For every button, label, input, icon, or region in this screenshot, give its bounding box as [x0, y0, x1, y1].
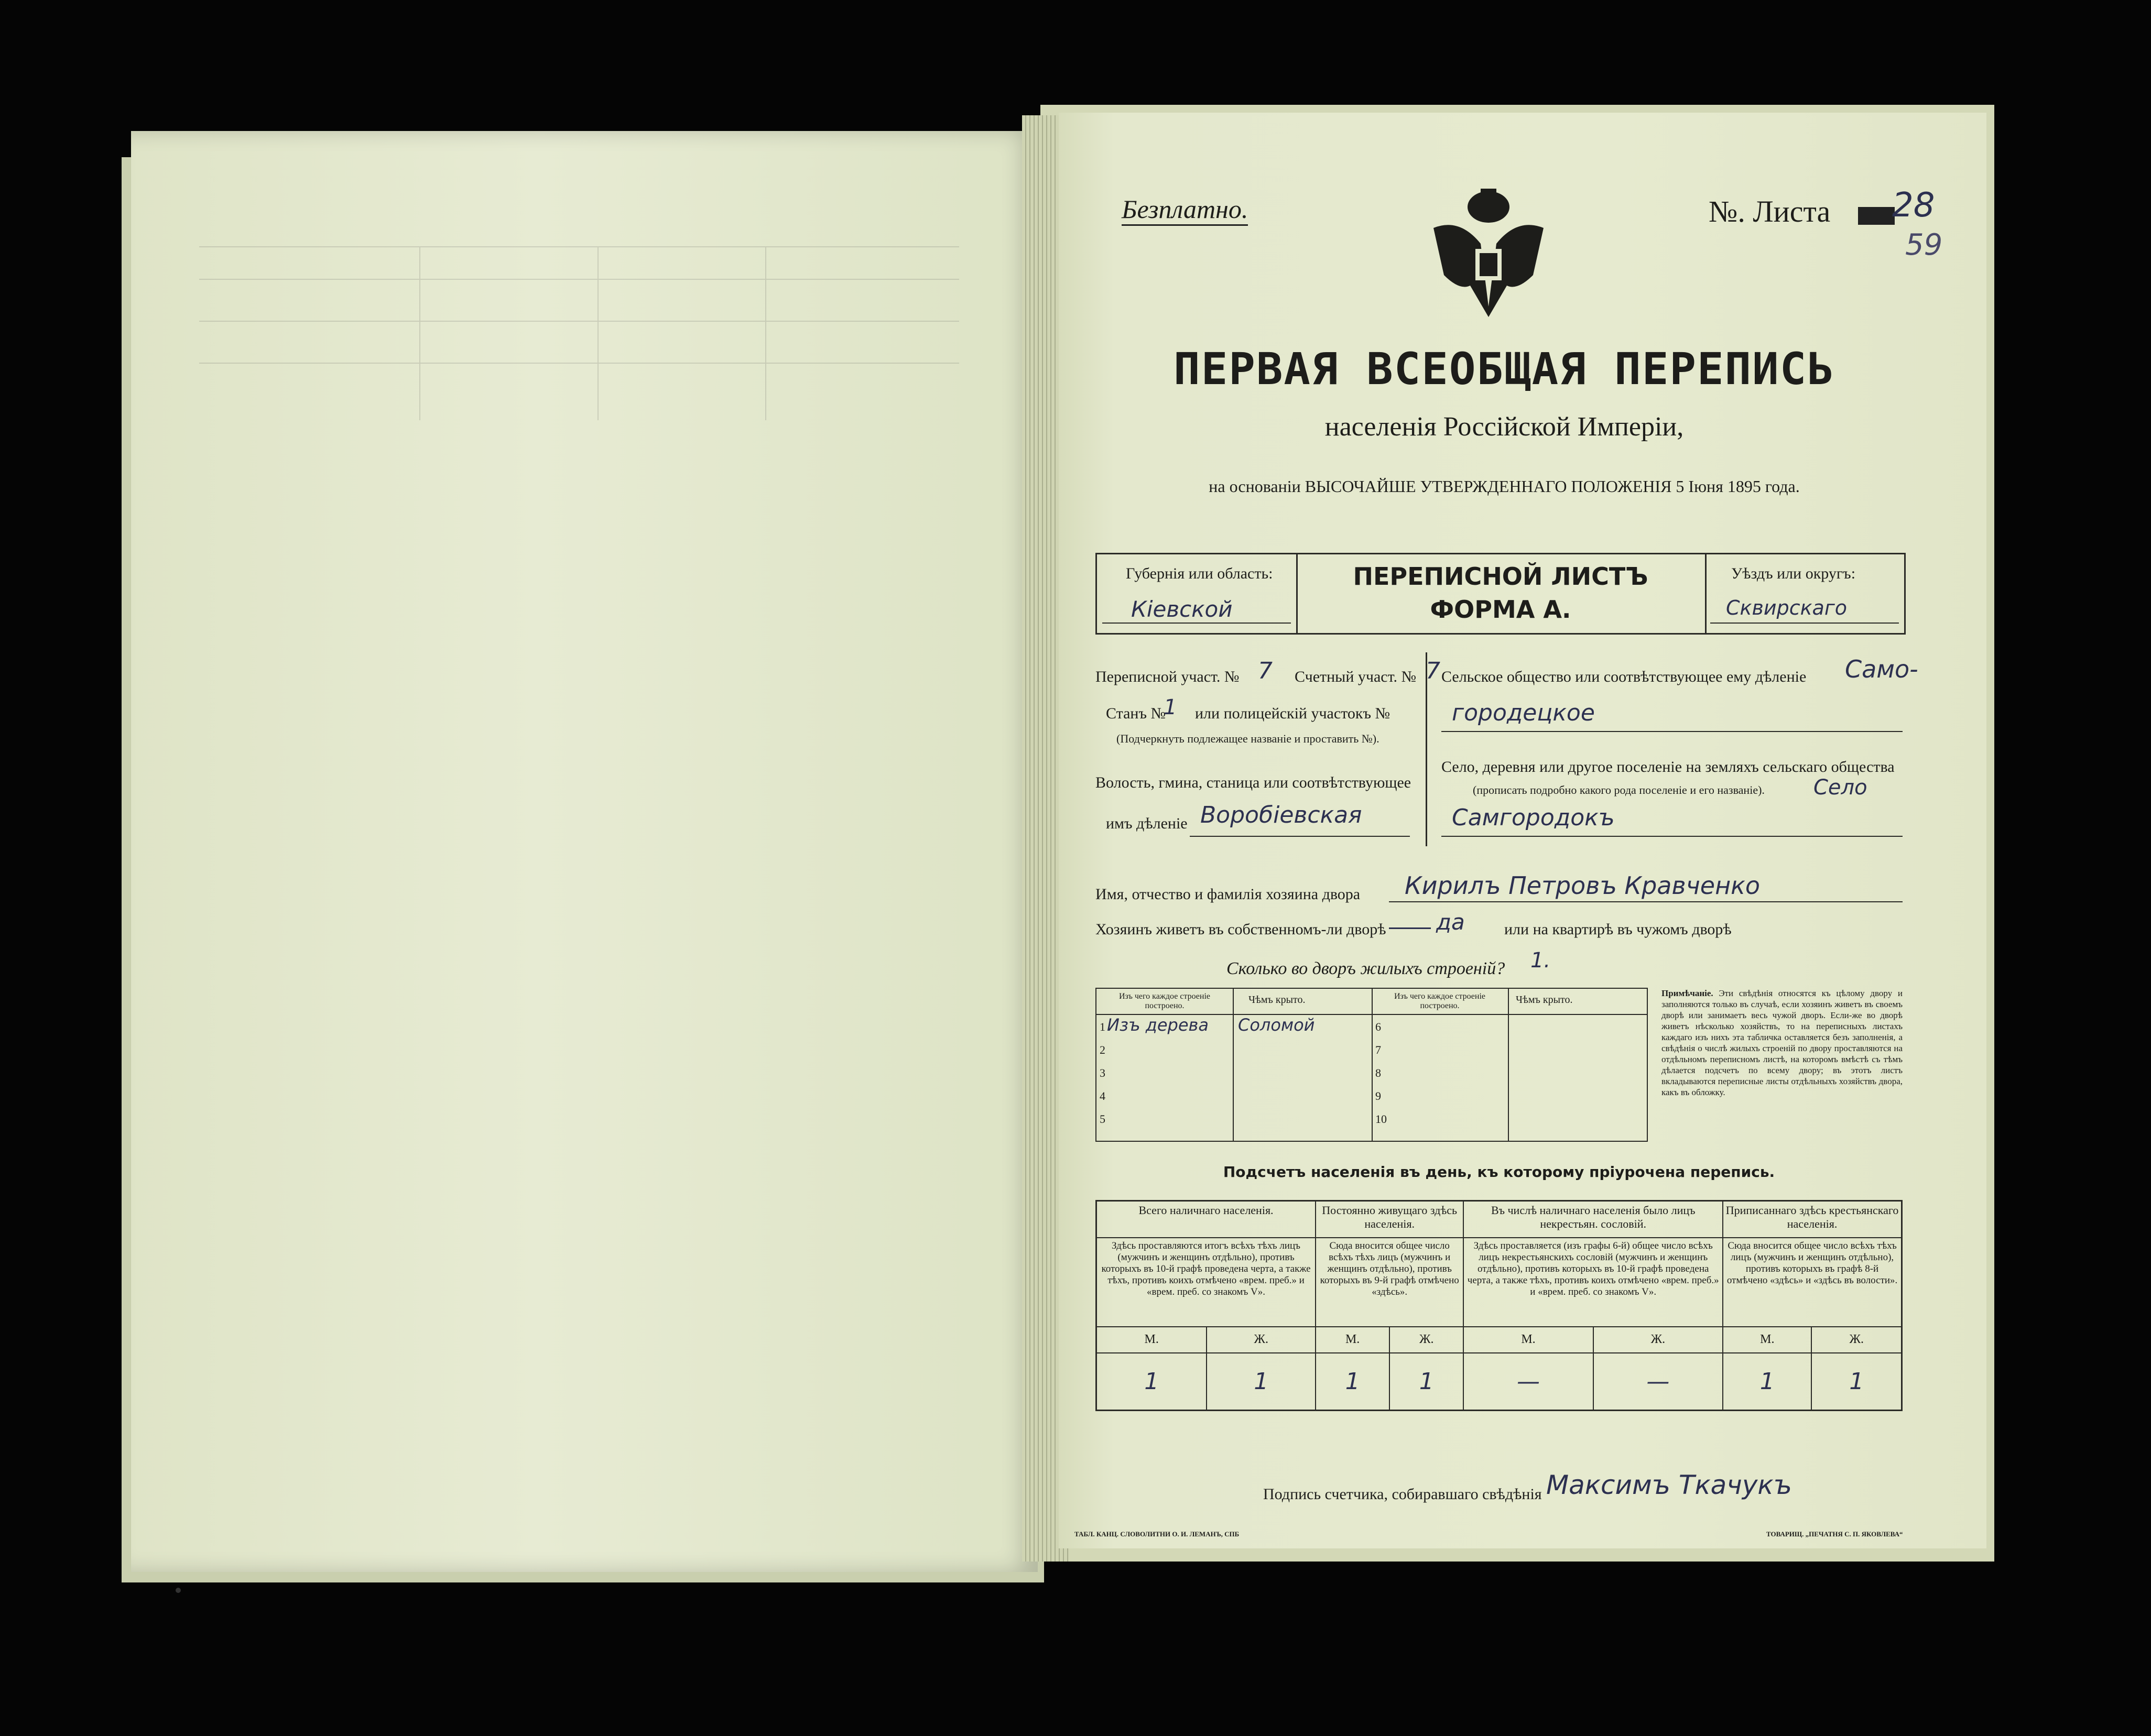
bleed-through-table [199, 246, 959, 420]
gubernia-value: Кiевской [1131, 596, 1233, 622]
village-label: Село, деревня или другое поселеніе на земляхъ сельскаго общества [1441, 758, 1895, 776]
society-label: Сельское общество или соотвѣтствующее ему дѣленіе [1441, 668, 1807, 685]
row-3-num: 3 [1100, 1066, 1105, 1079]
census-basis: на основаніи ВЫСОЧАЙШЕ УТВЕРЖДЕННАГО ПОЛОЖЕНІЯ 5 Іюня 1895 года. [1209, 477, 1800, 496]
society-underline [1441, 731, 1903, 732]
row-5-num: 5 [1100, 1112, 1105, 1126]
uezd-underline [1710, 623, 1899, 624]
pop-f-value-3: — [1593, 1353, 1723, 1411]
pop-col-4-desc: Сюда вносится общее число всѣхъ тѣхъ лицъ (мужчинъ и женщинъ отдѣльно), противъ которыхъ въ графѣ 8-й отмѣчено «здѣсь» и «здѣсь въ волости». [1723, 1238, 1902, 1327]
row-10-num: 10 [1375, 1112, 1387, 1126]
note-text: Эти свѣдѣнія относятся къ цѣлому двору и заполняются только въ случаѣ, если хозяинъ живетъ въ своемъ дворѣ или занимаетъ весь чужой дворъ. Если-же во дворѣ живетъ нѣсколько хозяйствъ, то на переписныхъ листахъ каждаго изъ нихъ эта табличка оставляется безъ заполненія, а свѣдѣнія о числѣ жилыхъ строеній по двору проставляются на отдѣльномъ переписномъ листѣ, на которомъ вмѣстѣ съ тѣмъ дѣлается подсчетъ по всему двору; въ этотъ листъ вкладываются переписные листы отдѣльныхъ хозяйствъ двора, какъ въ обложку. [1661, 988, 1903, 1097]
left-page [131, 131, 1038, 1572]
row-6-num: 6 [1375, 1020, 1381, 1033]
stan-label: Станъ № [1106, 705, 1166, 722]
volost-label-2: имъ дѣленіе [1106, 815, 1188, 832]
society-value-1: Само- [1845, 655, 1918, 683]
pop-f-value-4: 1 [1811, 1353, 1902, 1411]
society-value-2: городецкое [1452, 700, 1595, 726]
note-title: Примѣчаніе. [1661, 988, 1713, 998]
field-note: (Подчеркнуть подлежащее названіе и проставить №). [1116, 732, 1379, 745]
buildings-table [1095, 988, 1648, 1142]
form-title-line1: ПЕРЕПИСНОЙ ЛИСТЪ [1353, 562, 1648, 591]
table-col-rule-3 [1508, 989, 1509, 1141]
owner-name-value: Кирилъ Петровъ Кравченко [1405, 871, 1761, 900]
population-table [1095, 1200, 1903, 1411]
village-value-1: Село [1813, 776, 1867, 800]
pop-m-value-3: — [1463, 1353, 1593, 1411]
row-1-roof: Соломой [1238, 1015, 1315, 1035]
census-main-title: ПЕРВАЯ ВСЕОБЩАЯ ПЕРЕПИСЬ [1174, 343, 1835, 395]
owner-lives-label: Хозяинъ живетъ въ собственномъ-ли дворѣ [1095, 921, 1386, 938]
pop-m-label-4: М. [1723, 1327, 1811, 1353]
form-header-box [1095, 553, 1906, 635]
pop-m-label-2: М. [1316, 1327, 1389, 1353]
uezd-value: Сквирскаго [1726, 596, 1848, 619]
imprint-left: ТАБЛ. КАНЦ. СЛОВОЛИТНИ О. И. ЛЕМАНЪ, СПБ [1074, 1530, 1240, 1538]
form-title-divider-right [1705, 554, 1707, 633]
buildings-label: Сколько во дворъ жилыхъ строеній? [1226, 959, 1505, 978]
pop-m-value-4: 1 [1723, 1353, 1811, 1411]
table-col-rule-1 [1233, 989, 1234, 1141]
pop-m-label-1: М. [1096, 1327, 1207, 1353]
table-col-rule-2 [1372, 989, 1373, 1141]
owner-name-label: Имя, отчество и фамилія хозяина двора [1095, 886, 1361, 903]
pop-col-2-head: Постоянно живущаго здѣсь населенія. [1316, 1201, 1463, 1238]
census-section-label: Переписной участ. № [1095, 668, 1240, 685]
police-label: или полицейскій участокъ № [1195, 705, 1390, 722]
row-2-num: 2 [1100, 1043, 1105, 1056]
pop-col-2-desc: Сюда вносится общее число всѣхъ тѣхъ лицъ (мужчинъ и женщинъ отдѣльно), противъ которыхъ въ 9-й графѣ отмѣчено «здѣсь». [1316, 1238, 1463, 1327]
sheet-number-crossed [1858, 207, 1895, 225]
pop-f-label-2: Ж. [1389, 1327, 1463, 1353]
buildings-value: 1. [1530, 948, 1551, 973]
signature-label: Подпись счетчика, собиравшаго свѣдѣнія [1263, 1486, 1542, 1503]
volost-label: Волость, гмина, станица или соотвѣтствующее [1095, 774, 1411, 791]
pop-m-value-2: 1 [1316, 1353, 1389, 1411]
owner-lives-label-2: или на квартирѣ въ чужомъ дворѣ [1504, 921, 1732, 938]
pop-m-value-1: 1 [1096, 1353, 1207, 1411]
pop-m-label-3: М. [1463, 1327, 1593, 1353]
pop-col-1-head: Всего наличнаго населенія. [1096, 1201, 1316, 1238]
sheet-number-value: 28 [1892, 186, 1935, 225]
gubernia-underline [1102, 623, 1291, 624]
owner-name-underline [1389, 901, 1903, 902]
stan-value: 1 [1164, 695, 1177, 719]
pop-f-label-1: Ж. [1207, 1327, 1316, 1353]
col-material-right: Изъ чего каждое строеніе построено. [1394, 992, 1485, 1010]
row-1-num: 1 [1100, 1020, 1105, 1033]
imperial-eagle-emblem [1428, 186, 1549, 327]
free-label: Безплатно. [1122, 194, 1248, 226]
row-7-num: 7 [1375, 1043, 1381, 1056]
counting-section-label: Счетный участ. № [1295, 668, 1417, 685]
volost-value: Воробiевская [1200, 802, 1362, 828]
village-value-2: Самгородокъ [1452, 804, 1615, 831]
imprint-right: ТОВАРИЩ. „ПЕЧАТНЯ С. П. ЯКОВЛЕВА“ [1766, 1530, 1903, 1538]
sheet-number-label: №. Листа [1709, 194, 1831, 228]
col-roof-right: Чѣмъ крыто. [1516, 994, 1573, 1006]
sheet-number-extra: 59 [1905, 228, 1943, 262]
pop-f-label-4: Ж. [1811, 1327, 1902, 1353]
pop-col-1-desc: Здѣсь проставляются итогъ всѣхъ тѣхъ лицъ (мужчинъ и женщинъ отдѣльно), противъ которыхъ въ 10-й графѣ проведена черта, а также тѣхъ, противъ коихъ отмѣчено «врем. преб.» и «врем. преб. со знакомъ V». [1096, 1238, 1316, 1327]
pop-col-3-head: Въ числѣ наличнаго населенія было лицъ некрестьян. сословій. [1463, 1201, 1723, 1238]
col-material-left: Изъ чего каждое строеніе построено. [1118, 992, 1210, 1010]
pop-col-4-head: Приписаннаго здѣсь крестьянскаго населенія. [1723, 1201, 1902, 1238]
population-title: Подсчетъ населенія въ день, къ которому пріурочена перепись. [1223, 1163, 1775, 1181]
row-9-num: 9 [1375, 1089, 1381, 1102]
village-underline [1441, 836, 1903, 837]
fields-divider [1426, 652, 1427, 846]
row-8-num: 8 [1375, 1066, 1381, 1079]
pop-f-label-3: Ж. [1593, 1327, 1723, 1353]
volost-underline [1190, 836, 1410, 837]
row-1-material: Изъ дерева [1107, 1015, 1209, 1035]
uezd-label: Уѣздъ или округъ: [1731, 565, 1856, 582]
gubernia-label: Губернія или область: [1126, 565, 1273, 582]
owner-lives-value: да [1436, 909, 1465, 935]
col-roof-left: Чѣмъ крыто. [1248, 994, 1306, 1006]
pop-f-value-1: 1 [1207, 1353, 1316, 1411]
pop-col-3-desc: Здѣсь проставляется (изъ графы 6-й) общее число всѣхъ лицъ некрестьянскихъ сословій (мужчинъ и женщинъ отдѣльно), противъ которыхъ въ 10-й графѣ проведена черта, а также тѣхъ, противъ коихъ отмѣчено «врем. преб.» и «врем. преб. со знакомъ V». [1463, 1238, 1723, 1327]
census-form-page [1059, 113, 1986, 1548]
left-page-dot [176, 1588, 181, 1593]
counting-section-value: 7 [1426, 658, 1440, 684]
owner-lives-strike [1389, 927, 1431, 929]
buildings-note [1661, 988, 1903, 1098]
census-subtitle: населенія Россійской Имперіи, [1324, 412, 1684, 442]
row-4-num: 4 [1100, 1089, 1105, 1102]
census-section-value: 7 [1258, 658, 1273, 684]
pop-f-value-2: 1 [1389, 1353, 1463, 1411]
signature-value: Максимъ Ткачукъ [1546, 1470, 1792, 1500]
village-note: (прописать подробно какого рода поселеніе и его названіе). [1473, 783, 1765, 796]
form-title-line2: ФОРМА А. [1430, 595, 1571, 624]
